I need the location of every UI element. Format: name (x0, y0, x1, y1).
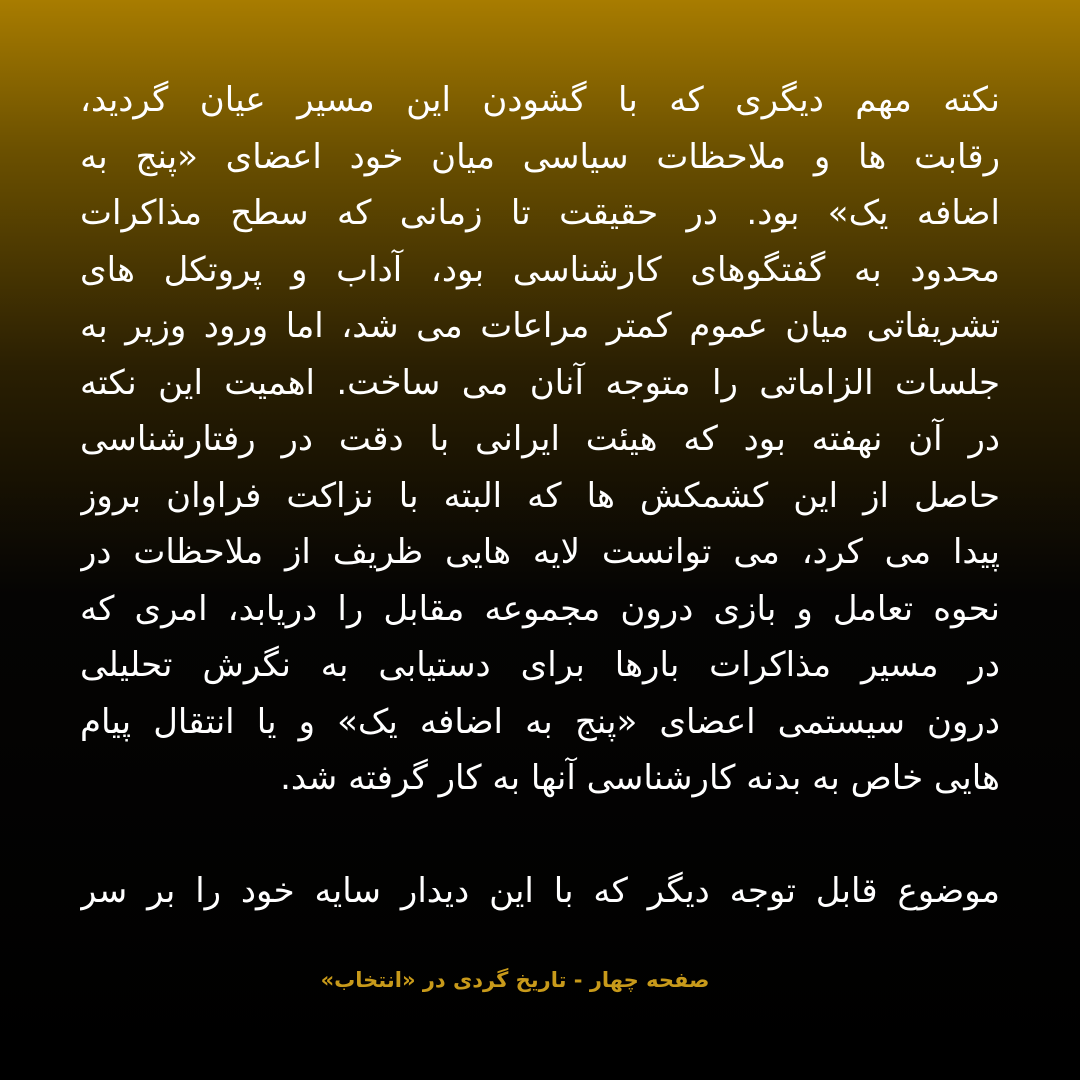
text-line: نحوه تعامل و بازی درون مجموعه مقابل را دریابد، امری که (80, 588, 1000, 629)
text-line: تشریفاتی میان عموم کمتر مراعات می شد، اما ورود وزیر به (80, 306, 1000, 346)
paragraph-gap (80, 807, 1000, 863)
text-line: اضافه یک» بود. در حقیقت تا زمانی که سطح مذاکرات (80, 193, 1000, 233)
paragraph-1 (80, 72, 1000, 807)
text-line: جلسات الزاماتی را متوجه آنان می ساخت. اهمیت این نکته (80, 362, 1000, 403)
text-line: محدود به گفتگوهای کارشناسی بود، آداب و پروتکل های (80, 249, 1000, 290)
page-footer: صفحه چهار - تاریخ گردی در «انتخاب» (320, 968, 710, 992)
text-line: نکته مهم دیگری که با گشودن این مسیر عیان گردید، (80, 80, 1000, 120)
text-line: در آن نهفته بود که هیئت ایرانی با دقت در رفتارشناسی (80, 419, 1000, 459)
text-line: موضوع قابل توجه دیگر که با این دیدار سایه خود را بر سر (80, 870, 1000, 911)
paragraph-2 (80, 863, 1000, 920)
article-text (80, 72, 1000, 919)
text-line: حاصل از این کشمکش ها که البته با نزاکت فراوان بروز (80, 475, 1000, 516)
text-line: هایی خاص به بدنه کارشناسی آنها به کار گرفته شد. (280, 758, 1000, 798)
text-line: رقابت ها و ملاحظات سیاسی میان خود اعضای «پنج به (80, 136, 1000, 177)
text-line: درون سیستمی اعضای «پنج به اضافه یک» و یا انتقال پیام (80, 701, 1000, 742)
text-line: در مسیر مذاکرات بارها برای دستیابی به نگرش تحلیلی (80, 645, 1000, 685)
text-line: پیدا می کرد، می توانست لایه هایی ظریف از ملاحظات در (80, 532, 1000, 572)
